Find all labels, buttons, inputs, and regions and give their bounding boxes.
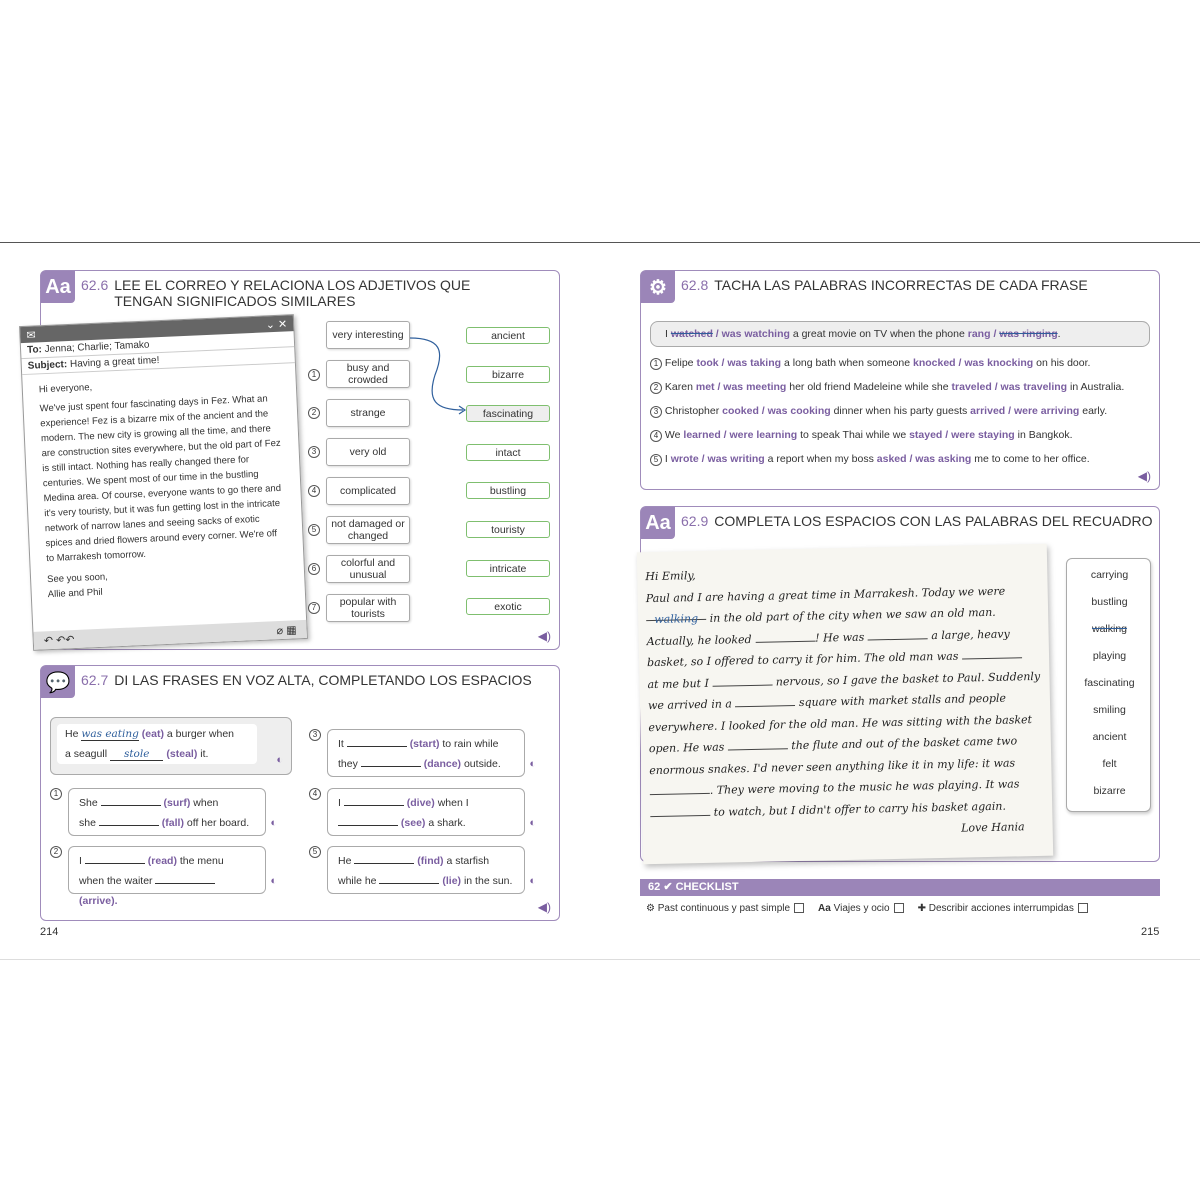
page-number-left: 214 — [40, 926, 59, 938]
example-answer: was eating — [81, 728, 139, 740]
answer-blank[interactable] — [379, 872, 439, 884]
speaking-head-icon: ◐ — [529, 875, 536, 887]
verb-options[interactable]: met / was meeting — [695, 381, 787, 393]
sentence-bubble: She (surf) when she (fall) off her board. ◐ — [68, 788, 266, 836]
email-to: To: Jenna; Charlie; Tamako — [21, 331, 294, 359]
answer-blank[interactable] — [354, 852, 414, 864]
exercise-header — [641, 507, 1153, 539]
verb-options[interactable]: stayed / were staying — [909, 429, 1015, 441]
vocabulary-tag: Aa — [41, 271, 75, 303]
item-number: 3 — [309, 729, 321, 741]
answer-blank[interactable]: walking — [646, 608, 706, 621]
synonym-box[interactable]: intricate — [466, 560, 550, 577]
exercise-header — [641, 271, 1088, 303]
item-number: 6 — [308, 563, 320, 575]
gear-icon: ⚙ — [646, 903, 655, 914]
word-option[interactable]: felt — [1102, 758, 1117, 770]
speaking-head-icon: ◐ — [270, 817, 277, 829]
verb-options[interactable]: cooked / was cooking — [722, 405, 831, 417]
item-number: 1 — [308, 369, 320, 381]
item-number: 5 — [308, 524, 320, 536]
checklist-item: ✚ Describir acciones interrumpidas — [918, 903, 1088, 914]
checklist-header: 62 ✔ CHECKLIST — [640, 879, 1160, 896]
synonym-box[interactable]: intact — [466, 444, 550, 461]
window-controls-icon[interactable]: ⌄ ✕ — [265, 317, 288, 331]
exercise-number: 62.6 — [81, 277, 109, 293]
example-bubble: He was eating (eat) a burger when a seagull stole (steal) it. ◐ — [50, 717, 292, 775]
note-signature: Love Hania — [961, 820, 1025, 835]
item-number: 1 — [50, 788, 62, 800]
email-body — [22, 363, 305, 611]
answer-blank[interactable] — [650, 803, 710, 816]
sentence-row: 3 Christopher cooked / was cooking dinner when his party guests arrived / were arriving early. — [650, 405, 1107, 418]
answer-blank[interactable] — [962, 646, 1022, 659]
answer-blank[interactable] — [99, 814, 159, 826]
answer-blank[interactable] — [155, 872, 215, 884]
item-number: 3 — [308, 446, 320, 458]
audio-icon[interactable]: ◀) — [1137, 469, 1151, 483]
synonym-box[interactable]: fascinating — [466, 405, 550, 422]
answer-blank[interactable] — [728, 737, 788, 750]
exercise-number: 62.9 — [681, 513, 709, 529]
check-circle-icon: ✔ — [663, 881, 673, 893]
answer-blank[interactable] — [85, 852, 145, 864]
envelope-icon: ✉ — [26, 328, 36, 342]
adjective-box[interactable]: colorful and unusual — [326, 555, 410, 583]
item-number: 5 — [309, 846, 321, 858]
sentence-row: 2 Karen met / was meeting her old friend Madeleine while she traveled / was traveling in Australia. — [650, 381, 1124, 394]
verb-options[interactable]: arrived / were arriving — [970, 405, 1080, 417]
answer-blank[interactable] — [712, 673, 772, 686]
word-option[interactable]: carrying — [1090, 569, 1129, 581]
speaking-head-icon: ◐ — [270, 875, 277, 887]
verb-options[interactable]: took / was taking — [696, 357, 782, 369]
exercise-number: 62.7 — [81, 672, 109, 688]
verb-options[interactable]: knocked / was knocking — [913, 357, 1034, 369]
answer-blank[interactable] — [101, 794, 161, 806]
word-option-used[interactable]: walking — [1091, 623, 1128, 635]
sentence-row: 5 I wrote / was writing a report when my boss asked / was asking me to come to her office. — [650, 453, 1090, 466]
synonym-box[interactable]: ancient — [466, 327, 550, 344]
exercise-title: DI LAS FRASES EN VOZ ALTA, COMPLETANDO LOS ESPACIOS — [114, 672, 532, 688]
email-closing: See you soon, — [46, 571, 109, 586]
checklist-item: ⚙ Past continuous y past simple — [646, 903, 804, 914]
checklist-item: Aa Viajes y ocio — [818, 903, 904, 914]
item-number: 7 — [308, 602, 320, 614]
example-sentence: I watched / was watching a great movie on TV when the phone rang / was ringing. — [650, 321, 1150, 347]
match-line — [405, 330, 475, 420]
sentence-bubble: It (start) to rain while they (dance) outside. ◐ — [327, 729, 525, 777]
exercise-header — [41, 271, 514, 309]
word-option[interactable]: smiling — [1093, 704, 1126, 716]
adjective-box[interactable]: busy and crowded — [326, 360, 410, 388]
audio-icon[interactable]: ◀) — [537, 629, 551, 643]
item-number: 4 — [308, 485, 320, 497]
word-option[interactable]: bizarre — [1093, 785, 1126, 797]
exercise-header — [41, 666, 532, 698]
synonym-box[interactable]: bustling — [466, 482, 550, 499]
checkbox[interactable] — [1078, 903, 1088, 913]
answer-blank[interactable] — [338, 814, 398, 826]
checklist-row — [646, 903, 1088, 914]
answer-blank[interactable] — [344, 794, 404, 806]
synonym-box[interactable]: bizarre — [466, 366, 550, 383]
verb-options[interactable]: wrote / was writing — [670, 453, 765, 465]
reply-icon[interactable]: ↶ ↶↶ — [43, 633, 75, 647]
sentence-row: 1 Felipe took / was taking a long bath when someone knocked / was knocking on his door. — [650, 357, 1090, 370]
exercise-number: 62.8 — [681, 277, 709, 293]
adjective-box[interactable]: strange — [326, 399, 410, 427]
sentence-bubble: He (find) a starfish while he (lie) in the sun. ◐ — [327, 846, 525, 894]
speech-bubble-icon: 💬 — [41, 666, 75, 698]
adjective-box[interactable]: popular with tourists — [326, 594, 410, 622]
adjective-box[interactable]: complicated — [326, 477, 410, 505]
page-number-right: 215 — [1141, 926, 1160, 938]
adjective-box[interactable]: very interesting — [326, 321, 410, 349]
answer-blank[interactable] — [868, 627, 928, 640]
vocabulary-tag: Aa — [641, 507, 675, 539]
sentence-row: 4 We learned / were learning to speak Thai while we stayed / were staying in Bangkok. — [650, 429, 1073, 442]
answer-blank[interactable] — [650, 782, 710, 795]
adjective-box[interactable]: very old — [326, 438, 410, 466]
item-number: 2 — [50, 846, 62, 858]
word-option[interactable]: ancient — [1092, 731, 1127, 743]
puzzle-icon: ✚ — [917, 903, 926, 914]
verb-options[interactable]: traveled / was traveling — [951, 381, 1068, 393]
email-greeting: Hi everyone, — [38, 382, 93, 396]
checkbox[interactable] — [794, 903, 804, 913]
speaking-head-icon: ◐ — [276, 754, 283, 766]
email-signature: Allie and Phil — [47, 586, 103, 601]
exercise-title: LEE EL CORREO Y RELACIONA LOS ADJETIVOS QUE TENGAN SIGNIFICADOS SIMILARES — [114, 277, 471, 309]
answer-blank[interactable] — [735, 694, 795, 707]
answer-blank[interactable] — [361, 755, 421, 767]
word-option[interactable]: bustling — [1091, 596, 1128, 608]
item-number: 4 — [309, 788, 321, 800]
word-option[interactable]: playing — [1092, 650, 1127, 662]
speaking-head-icon: ◐ — [529, 817, 536, 829]
word-box — [1066, 558, 1151, 812]
email-subject: Subject: Having a great time! — [21, 347, 294, 375]
exercise-title: TACHA LAS PALABRAS INCORRECTAS DE CADA FRASE — [714, 277, 1088, 293]
audio-icon[interactable]: ◀) — [537, 900, 551, 914]
vocabulary-icon: Aa — [818, 903, 831, 914]
email-text: We've just spent four fascinating days in Fez. What an experience! Fez is a bizarre mix of the ancient and the modern. The new city is growing all the time, and there are construction sites everywhere, but the old part of Fez is still intact. Nothing has really changed there for centuries. We spent most of our time in the bustling Medina area. Of course, everyone wants to go there and it's very touristy, but it was fun getting lost in the intricate network of narrow lanes and seeing sacks of exotic spices and dried flowers around every corner. We're off to Marrakesh tomorrow. — [39, 393, 282, 565]
adjective-box[interactable]: not damaged or changed — [326, 516, 410, 544]
speaking-head-icon: ◐ — [529, 758, 536, 770]
sentence-bubble: I (dive) when I (see) a shark. ◐ — [327, 788, 525, 836]
answer-blank[interactable] — [347, 735, 407, 747]
gear-icon: ⚙ — [641, 271, 675, 303]
item-number: 2 — [308, 407, 320, 419]
email-window — [19, 314, 308, 651]
answer-blank[interactable] — [755, 629, 815, 642]
synonym-box[interactable]: touristy — [466, 521, 550, 538]
synonym-box[interactable]: exotic — [466, 598, 550, 615]
verb-options[interactable]: learned / were learning — [683, 429, 798, 441]
attach-trash-icon[interactable]: ⌀ ▦ — [276, 623, 297, 637]
exercise-title: COMPLETA LOS ESPACIOS CON LAS PALABRAS DEL RECUADRO — [714, 513, 1153, 529]
word-option[interactable]: fascinating — [1084, 677, 1135, 689]
sentence-bubble: I (read) the menu when the waiter (arrive). ◐ — [68, 846, 266, 894]
checkbox[interactable] — [894, 903, 904, 913]
handwritten-note: Hi Emily, Paul and I are having a great time in Marrakesh. Today we were walking in the old part of the city when we saw an old man. Actually, he looked ! He was a large, heavy basket, so I offered to carry it for him. The old man was at me but I nervous, so I gave the basket to Paul. Suddenly we arrived in a square with market stalls and people everywhere. I looked for the old man. He was sitting with the basket open. He was the flute and out of the basket came two enormous snakes. I'd never seen anything like it in my life: it was . They were moving to the music he was playing. It was to watch, but I didn't offer to carry his basket again. Love Hania — [637, 544, 1053, 865]
verb-options[interactable]: asked / was asking — [876, 453, 972, 465]
